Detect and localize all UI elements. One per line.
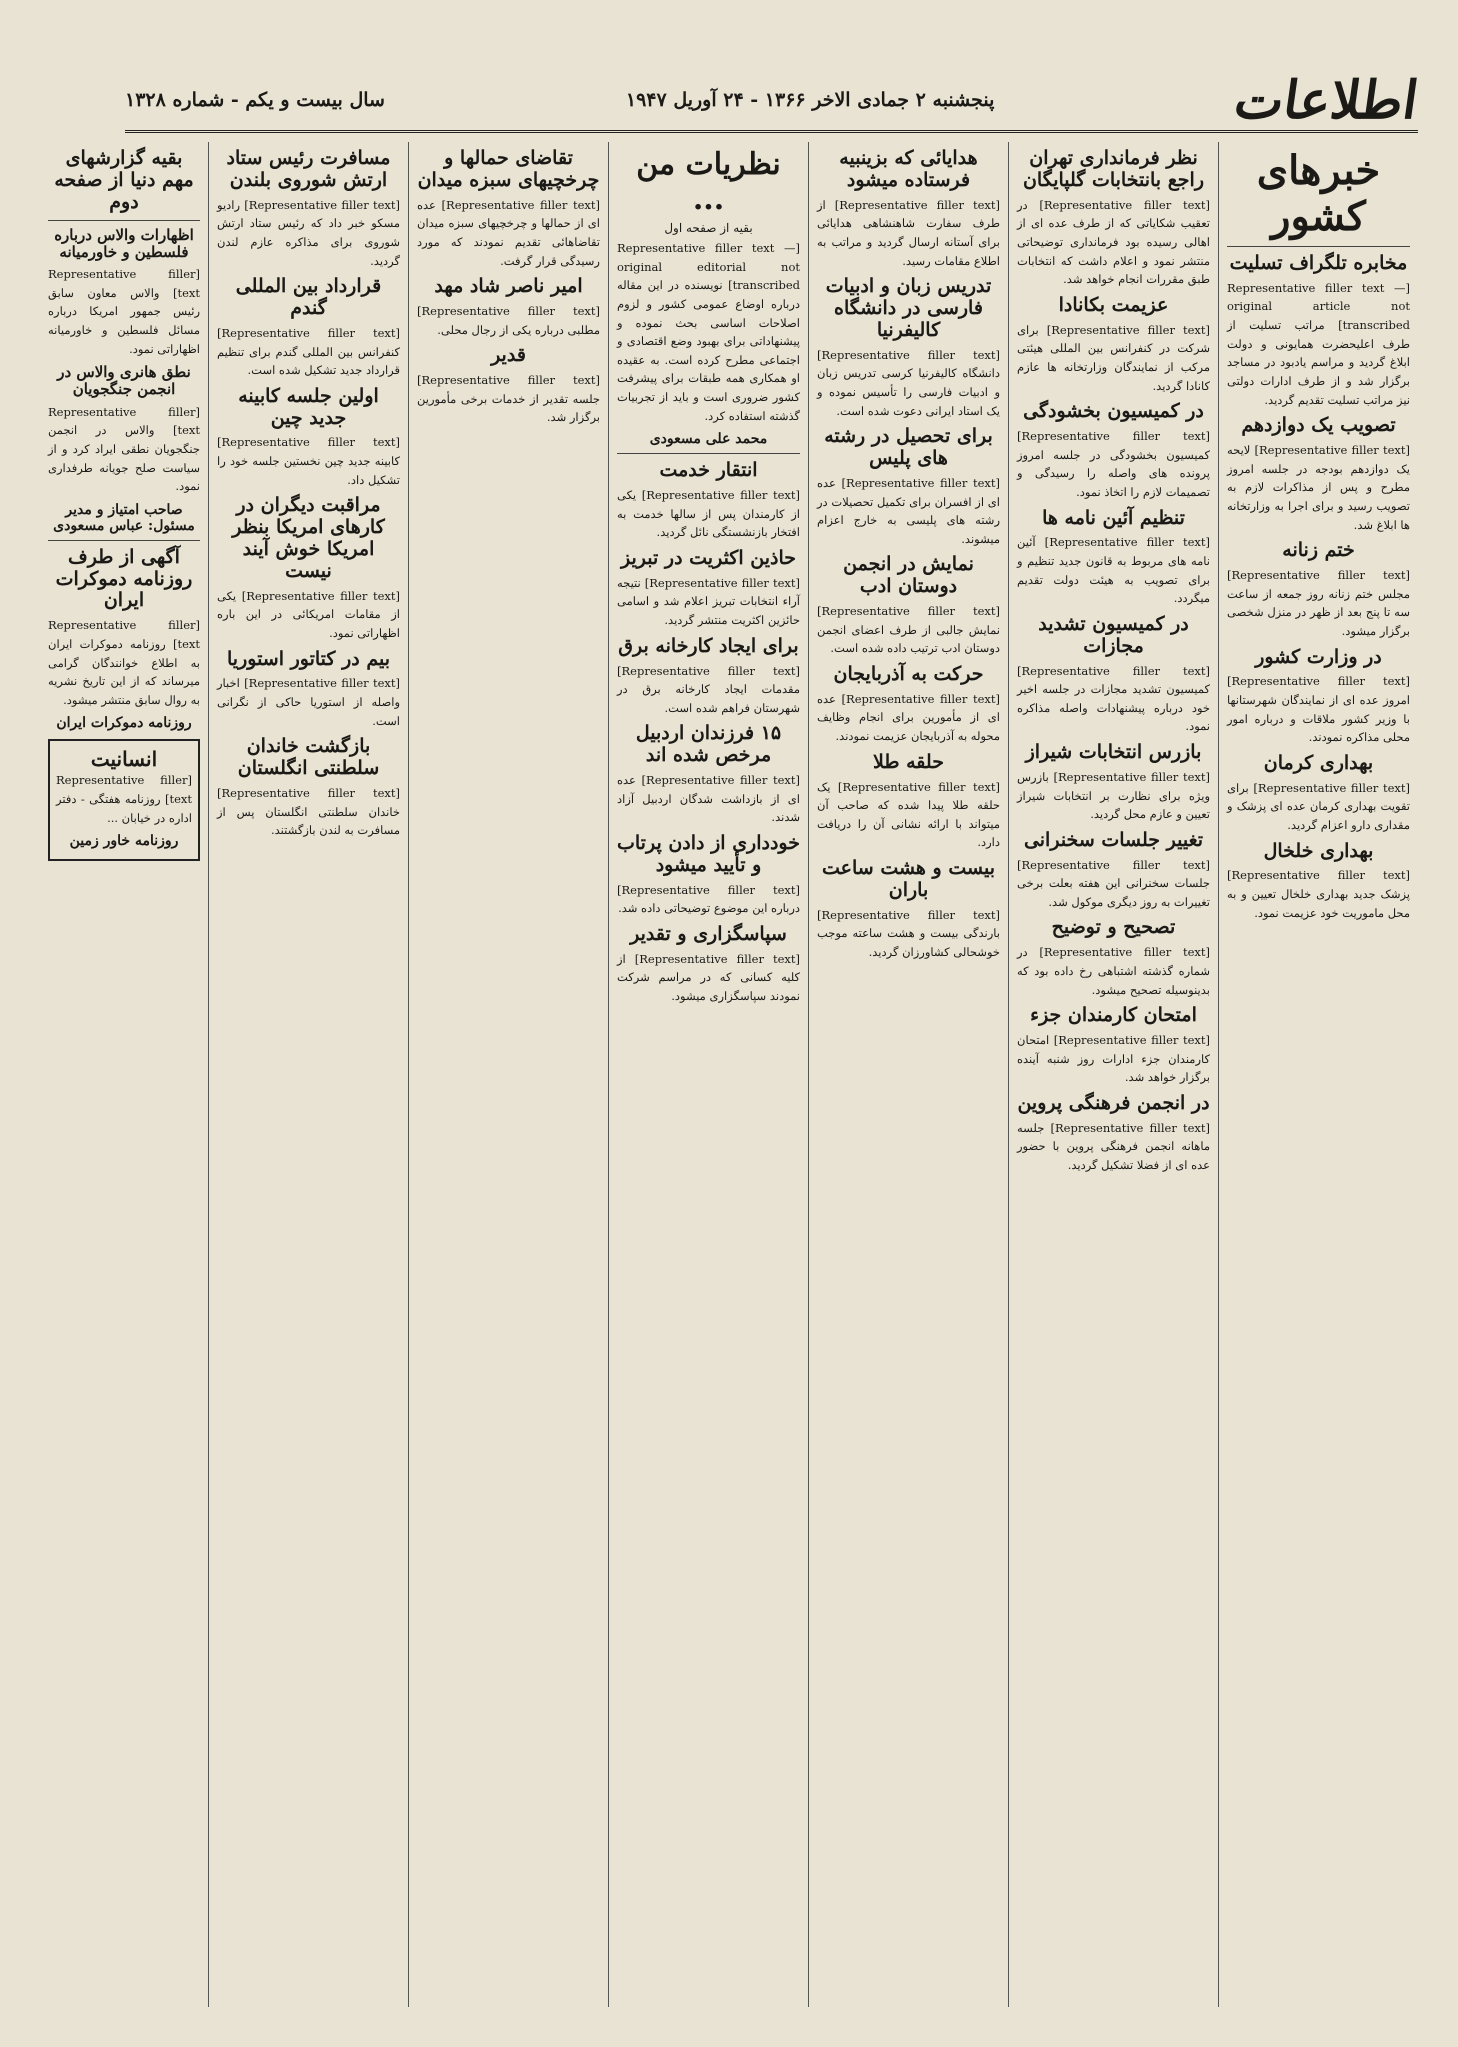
article — [217, 386, 400, 490]
article-body: [Representative filler text] خاندان سلطنتی انگلستان پس از مسافرت به لندن بازگشتند. — [217, 785, 400, 838]
article-body: [Representative filler text] والاس معاون سابق رئیس جمهور امریکا درباره مسائل فلسطین و خاورمیانه اظهاراتی نمود. — [48, 267, 200, 356]
article-body: [Representative filler text] کمیسیون تشدید مجازات در جلسه اخیر خود درباره پیشنهادات واصله مذاکره نمود. — [1017, 663, 1210, 734]
columns — [40, 142, 1418, 2007]
article-title: بهداری خلخال — [1263, 839, 1374, 862]
column-domestic-news — [1218, 142, 1418, 2007]
article-title: ۱۵ فرزندان اردبیل مرخص شده اند — [635, 722, 782, 767]
editorial-headline: نظریات من ... — [636, 147, 781, 217]
editorial-author: محمد علی مسعودی — [649, 431, 768, 448]
column-world-reports — [40, 142, 208, 2007]
article — [1017, 401, 1210, 501]
article-title: تدریس زبان و ادبیات فارسی در دانشگاه کالیفرنیا — [825, 275, 992, 341]
article — [1017, 830, 1210, 912]
article-body: [Representative filler text] جلسات سخنرانی این هفته بعلت برخی تغییرات به روز دیگری موکول شد. — [1017, 857, 1210, 909]
ad-signature: روزنامه دموکرات ایران — [56, 715, 192, 732]
article-title: در کمیسیون تشدید مجازات — [1038, 612, 1189, 657]
article — [217, 736, 400, 840]
box-body: [Representative filler text] روزنامه هفتگی - دفتر اداره در خیابان ... — [56, 773, 192, 825]
article — [1017, 1093, 1210, 1175]
article — [817, 752, 1000, 852]
spanning-headline: بقیه گزارشهای مهم دنیا از صفحه دوم — [54, 147, 194, 213]
article-title: برای تحصیل در رشته های پلیس — [824, 425, 993, 470]
article-body: [Representative filler text] از کلیه کسانی که در مراسم شرکت نمودند سپاسگزاری میشود. — [617, 951, 801, 1003]
article-body: [Representative filler text] عده ای از بازداشت شدگان اردبیل آزاد شدند. — [617, 773, 800, 825]
article-title: در کمیسیون بخشودگی — [1023, 400, 1204, 423]
continued-note: بقیه از صفحه اول — [664, 221, 753, 235]
article-body: [Representative filler text] عده ای از افسران برای تکمیل تحصیلات در رشته های پلیسی به خارج اعزام میشوند. — [817, 475, 1000, 546]
article-body: [Representative filler text — original article not transcribed] مراتب تسلیت از طرف اعلیحضرت همایونی و دولت ابلاغ گردید و مراسم یادبود در مساجد برگزار شد و از طرف ادارات دولتی نیز مراتب تسلیت تقدیم گردید. — [1227, 280, 1410, 407]
article-title: مراقبت دیگران در کارهای امریکا بنظر امریکا خوش آیند نیست — [232, 494, 385, 582]
article-body: [Representative filler text] امروز عده ای از نمایندگان شهرستانها با وزیر کشور ملاقات و درباره امور محلی مذاکره نمودند. — [1227, 674, 1410, 745]
classified-box — [48, 739, 200, 861]
article-body: [Representative filler text] یک حلقه طلا پیدا شده که صاحب آن میتواند با ارائه نشانی آن را دریافت دارد. — [817, 779, 1001, 850]
article-body: [Representative filler text] کمیسیون بخشودگی در جلسه امروز پرونده های واصله را رسیدگی و تصمیمات لازم را اتخاذ نمود. — [1017, 429, 1210, 499]
ad-body: [Representative filler text] روزنامه دموکرات ایران به اطلاع خوانندگان گرامی میرساند که از این تاریخ نشریه به روال سابق منتشر میشود. — [48, 618, 200, 707]
article-title: حاذین اکثریت در تبریز — [621, 546, 796, 569]
article — [217, 276, 400, 380]
article — [1017, 295, 1210, 395]
article-body: [Representative filler text] مطلبی درباره یکی از رجال محلی. — [417, 304, 600, 337]
column-news-2 — [1008, 142, 1218, 2007]
article-title: مخابره تلگراف تسلیت — [1229, 252, 1408, 274]
article — [217, 148, 400, 270]
article-body: [Representative filler text] از طرف سفارت شاهنشاهی هدایائی برای آستانه ارسال گردید و مراتب به اطلاع مقامات رسید. — [817, 197, 1001, 268]
article — [217, 495, 400, 642]
masthead — [125, 69, 1423, 133]
article — [817, 276, 1000, 420]
article-title: بهداری کرمان — [1263, 751, 1374, 774]
article — [617, 924, 800, 1006]
box-footer: روزنامه خاور زمین — [69, 833, 179, 850]
article-title: حرکت به آذربایجان — [833, 662, 984, 685]
article-body: [Representative filler text] مقدمات ایجاد کارخانه برق در شهرستان فراهم شده است. — [617, 663, 800, 715]
issue-number: سال بیست و یکم - شماره ۱۳۲۸ — [125, 89, 385, 111]
box-title: انسانیت — [90, 747, 158, 772]
article — [217, 649, 400, 731]
article — [617, 723, 800, 827]
article — [817, 554, 1000, 658]
article-body: [Representative filler text] یکی از کارمندان پس از سالها خدمت به افتخار بازنشستگی نائل گردید. — [617, 488, 800, 540]
article-body: [Representative filler text] نتیجه آراء انتخابات تبریز اعلام شد و اسامی حائزین اکثریت منتشر گردید. — [617, 575, 800, 628]
article — [417, 276, 600, 339]
article-title: تنظیم آئین نامه ها — [1042, 506, 1185, 529]
article-title: هدایائی که بزینبیه فرستاده میشود — [839, 147, 978, 191]
article-title: خودداری از دادن پرتاب و تأیید میشود — [617, 831, 800, 876]
article — [1017, 917, 1210, 999]
column-editorial — [608, 142, 808, 2007]
article-body: [Representative filler text] کنفرانس بین المللی گندم برای تنظیم قرارداد جدید تشکیل شده است. — [217, 325, 400, 378]
article-title: بازگشت خاندان سلطنتی انگلستان — [237, 735, 380, 780]
article-title: نظر فرمانداری تهران راجع بانتخابات گلپایگان — [1022, 147, 1205, 191]
article-body: [Representative filler text] کابینه جدید چین نخستین جلسه خود را تشکیل داد. — [217, 435, 400, 487]
article — [1227, 841, 1410, 923]
article-title: امتحان کارمندان جزء — [1030, 1004, 1197, 1027]
article-body: [Representative filler text] دانشگاه کالیفرنیا کرسی تدریس زبان و ادبیات فارسی را تأسیس نموده و یک استاد ایرانی دعوت شده است. — [817, 347, 1000, 418]
article-title: مسافرت رئیس ستاد ارتش شوروی بلندن — [226, 147, 391, 191]
article — [417, 148, 600, 270]
article-body: [Representative filler text] در شماره گذشته اشتباهی رخ داده بود که بدینوسیله تصحیح میشود. — [1017, 945, 1210, 997]
article — [617, 548, 800, 630]
article — [1227, 753, 1410, 835]
article — [1017, 148, 1210, 289]
article — [1017, 742, 1210, 824]
article-title: اظهارات والاس درباره فلسطین و خاورمیانه — [54, 225, 194, 261]
article-body: [Representative filler text] آئین نامه های مربوط به قانون جدید تنظیم و برای تصویب به هیئت دولت تقدیم میگردد. — [1017, 535, 1211, 606]
article-body: [Representative filler text] امتحان کارمندان جزء ادارات روز شنبه آینده برگزار خواهد شد. — [1017, 1033, 1211, 1085]
article — [1227, 647, 1410, 747]
article — [817, 664, 1000, 746]
column-news-3 — [808, 142, 1008, 2007]
article-title: بیست و هشت ساعت باران — [822, 857, 995, 901]
article-title: اولین جلسه کابینه جدید چین — [238, 384, 379, 429]
article-title: بازرس انتخابات شیراز — [1025, 741, 1202, 764]
article-title: تصحیح و توضیح — [1051, 916, 1176, 939]
article — [48, 364, 200, 496]
article — [1227, 540, 1410, 640]
newspaper-logo: اطلاعات — [1231, 69, 1423, 131]
article-body: [Representative filler text] عده ای از مأمورین برای انجام وظایف محوله به آذربایجان عزیمت نمودند. — [817, 691, 1000, 744]
column-news-5 — [408, 142, 608, 2007]
article-title: تغییر جلسات سخنرانی — [1023, 828, 1204, 851]
article — [1017, 614, 1210, 736]
article — [617, 460, 800, 542]
article-body: [Representative filler text] والاس در انجمن جنگجویان نطقی ایراد کرد و از سیاست صلح جویانه طرفداری نمود. — [48, 404, 200, 494]
ad-title: آگهی از طرف روزنامه دموکرات ایران — [55, 545, 193, 612]
owner-signature: صاحب امتیاز و مدیر مسئول: عباس مسعودی — [53, 501, 195, 534]
column-world-news — [208, 142, 408, 2007]
article-title: انتقار خدمت — [659, 459, 758, 482]
article — [1017, 508, 1210, 608]
article-title: در انجمن فرهنگی پروین — [1017, 1091, 1210, 1114]
article-title: قرارداد بین المللی گندم — [235, 275, 382, 320]
article-title: امیر ناصر شاد مهد — [434, 275, 583, 298]
article-body: [Representative filler text] درباره این موضوع توضیحاتی داده شد. — [617, 882, 800, 916]
article-body: [Representative filler text] لایحه یک دوازدهم بودجه در جلسه امروز مطرح و پس از مذاکرات لازم به تصویب رسید و برای اجرا به وزارتخانه ها ابلاغ شد. — [1227, 443, 1410, 532]
article — [1017, 1005, 1210, 1087]
article-title: حلقه طلا — [873, 750, 944, 773]
article-body: [Representative filler text] جلسه ماهانه انجمن فرهنگی پروین با حضور عده ای از فضلا تشکیل گردید. — [1017, 1120, 1211, 1172]
article-title: تقاضای حمالها و چرخچیهای سبزه میدان — [417, 147, 600, 191]
article — [617, 636, 800, 718]
article — [1227, 415, 1410, 534]
article-title: نمایش در انجمن دوستان ادب — [843, 553, 974, 598]
article-title: نطق هانری والاس در انجمن جنگجویان — [57, 363, 191, 399]
article-body: [Representative filler text] جلسه تقدیر از خدمات برخی مأمورین برگزار شد. — [417, 373, 600, 425]
section-headline: خبرهای کشور — [1256, 147, 1381, 240]
article-body: [Representative filler text] رادیو مسکو خبر داد که رئیس ستاد ارتش شوروی برای مذاکره عازم لندن گردید. — [217, 197, 401, 268]
article-body: [Representative filler text] نمایش جالبی از طرف اعضای انجمن دوستان ادب ترتیب داده شده است. — [817, 604, 1000, 656]
article-title: ختم زنانه — [1282, 539, 1355, 562]
article-body: [Representative filler text] مجلس ختم زنانه روز جمعه از ساعت سه تا پنج بعد از ظهر در منزل شخصی برگزار میشود. — [1227, 568, 1410, 638]
article-body: [Representative filler text] در تعقیب شکایاتی که از طرف عده ای از اهالی رسیده بود فرمانداری توضیحاتی منتشر نمود و اعلام داشت که انتخابات طبق مقررات انجام خواهد شد. — [1017, 197, 1210, 287]
editorial-body: [Representative filler text — original editorial not transcribed] نویسنده در این مقاله درباره اوضاع عمومی کشور و لزوم اصلاحات اساسی بحث نموده و پیشنهاداتی برای بهبود وضع اقتصادی و اجتماعی مطرح کرده است. به عقیده او همکاری همه طبقات برای پیشرفت کشور ضروری است و باید از تجربیات گذشته استفاده کرد. — [617, 241, 800, 423]
article — [48, 227, 200, 359]
article — [617, 833, 800, 918]
article-body: [Representative filler text] برای تقویت بهداری کرمان عده ای پزشک و مقداری دارو اعزام گردید. — [1227, 780, 1410, 832]
article-title: بیم در کتاتور استوریا — [227, 647, 390, 670]
article — [817, 148, 1000, 270]
article — [1227, 253, 1410, 409]
article-body: [Representative filler text] پزشک جدید بهداری خلخال تعیین و به محل ماموریت خود عزیمت نمود. — [1227, 868, 1410, 920]
article-body: [Representative filler text] اخبار واصله از استوریا حاکی از نگرانی است. — [217, 676, 400, 728]
issue-date: پنجشنبه ۲ جمادی الاخر ۱۳۶۶ - ۲۴ آوریل ۱۹۴۷ — [625, 89, 995, 111]
article-title: سپاسگزاری و تقدیر — [630, 922, 787, 945]
article-body: [Representative filler text] بازرس ویژه برای نظارت بر انتخابات شیراز تعیین و عازم محل گردید. — [1017, 769, 1210, 822]
article-body: [Representative filler text] عده ای از حمالها و چرخچیهای سبزه میدان تقاضاهائی تقدیم نمودند که مورد رسیدگی قرار گرفت. — [417, 197, 600, 268]
article — [417, 345, 600, 427]
article-title: در وزارت کشور — [1255, 645, 1382, 668]
article-title: برای ایجاد کارخانه برق — [618, 634, 799, 657]
article — [817, 426, 1000, 548]
article-title: تصویب یک دوازدهم — [1241, 414, 1396, 437]
article-body: [Representative filler text] یکی از مقامات امریکائی در این باره اظهاراتی نمود. — [217, 588, 400, 640]
article-title: عزیمت بکانادا — [1058, 293, 1169, 316]
article-title: قدیر — [491, 344, 526, 367]
article-body: [Representative filler text] بارندگی بیست و هشت ساعته موجب خوشحالی کشاورزان گردید. — [817, 907, 1000, 959]
article-body: [Representative filler text] برای شرکت در کنفرانس بین المللی هیئتی مرکب از نمایندگان وزارتخانه ها عازم کانادا گردید. — [1017, 322, 1211, 393]
article — [817, 858, 1000, 962]
